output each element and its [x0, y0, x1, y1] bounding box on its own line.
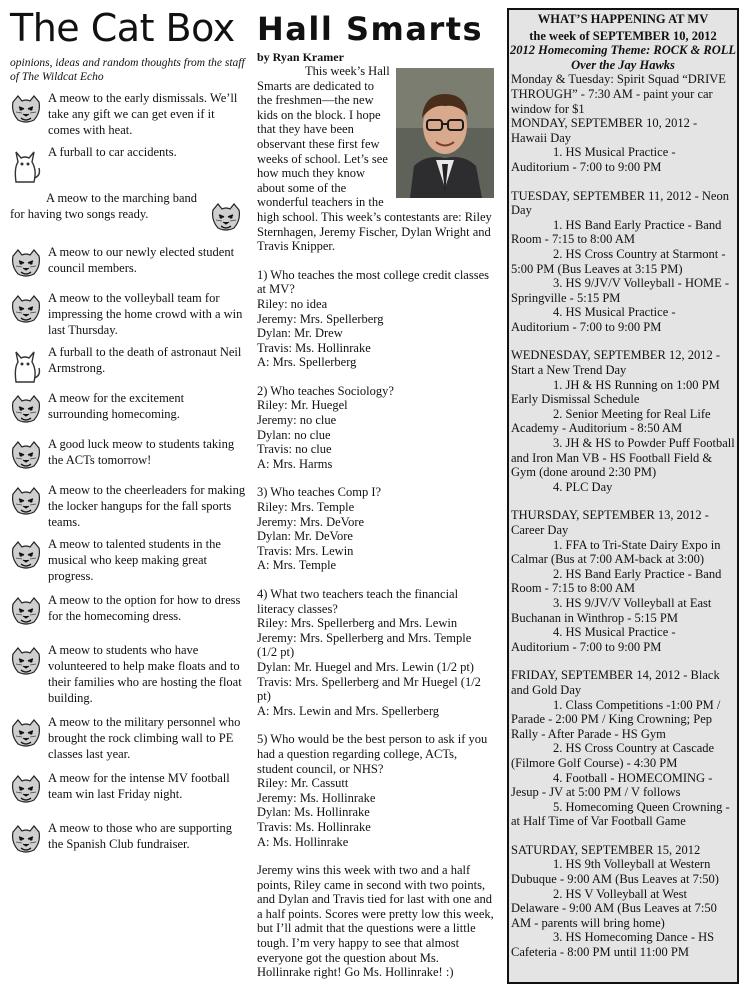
event-item: 1. JH & HS Running on 1:00 PM Early Dismissal Schedule: [511, 377, 720, 407]
answer-text: Travis: no clue: [257, 442, 332, 457]
cat-box-item: [10, 290, 246, 338]
cat-box-item-text: A meow for the intense MV football team win last Friday night.: [48, 771, 230, 801]
answer-text: Jeremy: no clue: [257, 413, 337, 428]
event-item: 4. HS Musical Practice - Auditorium - 7:00 to 9:00 PM: [511, 625, 676, 654]
event-item: 5. Homecoming Queen Crowning - at Half Time of Var Football Game: [511, 799, 730, 829]
portrait-image: [396, 68, 494, 198]
cat-box-item: [10, 820, 246, 860]
question-text: 1) Who teaches the most college credit classes at MV?: [257, 267, 489, 297]
cat-box-item: [10, 90, 246, 138]
day-block: [511, 116, 735, 174]
whats-happening-heading: WHAT’S HAPPENING AT MV: [537, 12, 709, 26]
wildcat-head-icon: [10, 440, 42, 470]
answer-text: Jeremy: Mrs. Spellerberg and Mrs. Temple (1/2 pt): [257, 630, 472, 660]
cat-box-item-text: A furball to the death of astronaut Neil Armstrong.: [48, 345, 242, 375]
event-item: 2. Senior Meeting for Real Life Academy - Auditorium - 8:50 AM: [511, 406, 711, 436]
cat-silhouette-icon: [10, 148, 42, 178]
answer-text: Riley: Mr. Cassutt: [257, 776, 349, 791]
answer-text: Jeremy: Mrs. DeVore: [257, 514, 365, 529]
answer-text: Travis: Mrs. Lewin: [257, 543, 354, 558]
answer-text: Riley: Mr. Huegel: [257, 398, 348, 413]
wildcat-head-icon: [10, 646, 42, 676]
day-title: MONDAY, SEPTEMBER 10, 2012 - Hawaii Day: [511, 116, 698, 145]
cat-box-item: [10, 144, 246, 184]
wildcat-head-icon: [10, 774, 42, 804]
author-photo: [396, 68, 494, 198]
cat-box-item: [10, 244, 246, 284]
day-title: TUESDAY, SEPTEMBER 11, 2012 - Neon Day: [511, 188, 729, 218]
wildcat-head-icon: [10, 248, 42, 278]
question-block: [257, 384, 494, 472]
cat-box-item: [10, 344, 246, 384]
hall-smarts-intro: This week’s Hall Smarts are dedicated to the freshmen—the new kids on the block. I hope that they have been observant these first few weeks of school. Let’s see how much they know about some of the wonderful teachers in the high school. This week’s contestants are: Riley Sternhagen, Jeremy Fischer, Dylan Wright and Travis Knipper.: [257, 64, 492, 254]
answer-text: A: Mrs. Harms: [257, 456, 333, 471]
cat-box-item-text: A meow to our newly elected student council members.: [48, 245, 235, 275]
cat-box-item: [10, 190, 246, 230]
wildcat-head-icon: [10, 394, 42, 424]
day-block: [511, 508, 735, 654]
question-text: 2) Who teaches Sociology?: [257, 383, 394, 398]
answer-text: A: Mrs. Spellerberg: [257, 355, 357, 370]
day-title: WEDNESDAY, SEPTEMBER 12, 2012 - Start a New Trend Day: [511, 348, 721, 378]
wildcat-head-icon: [10, 596, 42, 626]
wildcat-head-icon: [10, 294, 42, 324]
event-item: 2. HS Cross Country at Starmont - 5:00 PM (Bus Leaves at 3:15 PM): [511, 246, 726, 276]
cat-box-item: [10, 436, 246, 476]
event-item: 3. HS 9/JV/V Volleyball - HOME - Springville - 5:15 PM: [511, 276, 730, 305]
event-item: 4. PLC Day: [553, 479, 613, 494]
event-item: 1. HS Band Early Practice - Band Room - 7:15 to 8:00 AM: [511, 217, 722, 247]
answer-text: A: Mrs. Temple: [257, 558, 337, 573]
day-title: THURSDAY, SEPTEMBER 13, 2012 - Career Day: [511, 508, 709, 537]
day-block: [511, 189, 735, 335]
answer-text: Dylan: Mr. Huegel and Mrs. Lewin (1/2 pt): [257, 659, 474, 674]
question-block: [257, 732, 494, 849]
cat-box-item: [10, 714, 246, 762]
cat-box-item-text: A meow for the excitement surrounding homecoming.: [48, 391, 185, 421]
answer-text: Dylan: Ms. Hollinrake: [257, 805, 370, 820]
event-item: 4. HS Musical Practice - Auditorium - 7:00 to 9:00 PM: [511, 305, 676, 334]
cat-box-item-text: A good luck meow to students taking the ACTs tomorrow!: [48, 437, 235, 467]
event-item: 1. FFA to Tri-State Dairy Expo in Calmar (Bus at 7:00 AM-back at 3:00): [511, 537, 721, 567]
hall-smarts-body: [257, 64, 494, 980]
event-item: 3. HS Homecoming Dance - HS Cafeteria - 8:00 PM until 11:00 PM: [511, 930, 715, 960]
week-heading: the week of SEPTEMBER 10, 2012: [529, 28, 717, 43]
answer-text: Jeremy: Mrs. Spellerberg: [257, 311, 384, 326]
homecoming-theme: 2012 Homecoming Theme: ROCK & ROLL Over the Jay Hawks: [509, 43, 737, 72]
wildcat-head-icon: [10, 486, 42, 516]
day-title: FRIDAY, SEPTEMBER 14, 2012 - Black and Gold Day: [511, 668, 720, 697]
question-block: [257, 587, 494, 718]
cat-box-item-text: A meow to the military personnel who brought the rock climbing wall to PE classes last year.: [48, 715, 241, 761]
cat-box-item-text: A meow to the volleyball team for impressing the home crowd with a win last Thursday.: [48, 291, 243, 337]
wildcat-head-icon: [10, 718, 42, 748]
cat-box-item-text: A furball to car accidents.: [48, 145, 177, 159]
answer-text: Travis: Ms. Hollinrake: [257, 340, 371, 355]
answer-text: Dylan: Mr. DeVore: [257, 529, 353, 544]
cat-box-item: [10, 390, 246, 430]
cat-box-item-text: A meow to the cheerleaders for making the locker hangups for the fall sports teams.: [48, 483, 246, 529]
cat-box-item: [10, 642, 246, 706]
cat-box-item-text: A meow to the marching band for having two songs ready.: [10, 191, 198, 221]
answer-text: Travis: Ms. Hollinrake: [257, 819, 371, 834]
cat-box-list: [10, 90, 246, 860]
day-block: [511, 72, 735, 116]
day-block: [511, 348, 735, 494]
cat-box-tagline: opinions, ideas and random thoughts from the staff of The Wildcat Echo: [10, 57, 245, 83]
cat-silhouette-icon: [10, 348, 42, 378]
answer-text: A: Mrs. Lewin and Mrs. Spellerberg: [257, 703, 440, 718]
question-text: 3) Who teaches Comp I?: [257, 485, 382, 500]
cat-box-item-text: A meow to those who are supporting the Spanish Club fundraiser.: [48, 821, 233, 851]
answer-text: Dylan: Mr. Drew: [257, 326, 343, 341]
event-item: 2. HS Cross Country at Cascade (Filmore Golf Course) - 4:30 PM: [511, 741, 715, 770]
wildcat-head-icon: [10, 94, 42, 124]
event-item: 1. Class Competitions -1:00 PM / Parade - 2:00 PM / King Crowning; Pep Rally - After Parade - HS Gym: [511, 697, 721, 741]
event-item: 2. HS V Volleyball at West Delaware - 9:00 AM (Bus Leaves at 7:50 AM - parents will bring home): [511, 886, 717, 930]
cat-box-item: [10, 536, 246, 584]
schedule-list: [509, 72, 737, 959]
answer-text: Riley: no idea: [257, 296, 328, 311]
hall-smarts-column: [257, 0, 494, 980]
event-item: 4. Football - HOMECOMING - Jesup - JV at 5:00 PM / V follows: [511, 770, 713, 800]
event-item: 1. HS 9th Volleyball at Western Dubuque - 9:00 AM (Bus Leaves at 7:50): [511, 857, 719, 887]
question-list: [257, 268, 494, 849]
cat-box-item-text: A meow to the option for how to dress for the homecoming dress.: [48, 593, 241, 623]
cat-box-item-text: A meow to talented students in the musical who keep making great progress.: [48, 537, 221, 583]
day-block: [511, 668, 735, 829]
wildcat-head-icon: [10, 824, 42, 854]
day-block: [511, 843, 735, 960]
question-text: 5) Who would be the best person to ask if you had a question regarding college, ACTs, student council, or NHS?: [257, 732, 488, 776]
cat-box-item-text: A meow to students who have volunteered to help make floats and to their families who are hosting the float building.: [48, 643, 242, 705]
cat-box-item-text: A meow to the early dismissals. We’ll take any gift we can get even if it comes with heat.: [48, 91, 238, 137]
question-block: [257, 268, 494, 370]
event-item: 3. HS 9/JV/V Volleyball at East Buchanan in Winthrop - 5:15 PM: [511, 595, 712, 625]
event-item: 3. JH & HS to Powder Puff Football and Iron Man VB - HS Football Field & Gym (done around 2:30 PM): [511, 436, 735, 480]
cat-box-title: The Cat Box: [10, 6, 235, 50]
cat-box-column: [10, 0, 246, 868]
wildcat-head-icon: [10, 540, 42, 570]
byline: by Ryan Kramer: [257, 50, 344, 64]
day-title: SATURDAY, SEPTEMBER 15, 2012: [511, 842, 701, 857]
cat-box-item: [10, 592, 246, 632]
day-title: Monday & Tuesday: Spirit Squad “DRIVE THROUGH” - 7:30 AM - paint your car window for $1: [511, 72, 726, 116]
answer-text: Jeremy: Ms. Hollinrake: [257, 790, 376, 805]
whats-happening-box: [507, 8, 739, 984]
question-text: 4) What two teachers teach the financial literacy classes?: [257, 587, 459, 616]
answer-text: Riley: Mrs. Temple: [257, 500, 355, 515]
cat-box-item: [10, 770, 246, 810]
hall-smarts-title: Hall Smarts: [257, 10, 484, 48]
answer-text: Riley: Mrs. Spellerberg and Mrs. Lewin: [257, 616, 458, 631]
answer-text: Dylan: no clue: [257, 427, 331, 442]
answer-text: Travis: Mrs. Spellerberg and Mr Huegel (1/2 pt): [257, 674, 481, 704]
cat-box-item: [10, 482, 246, 530]
hall-smarts-closing: Jeremy wins this week with two and a half points, Riley came in second with two points, and Dylan and Travis tied for last with one and a half points. Scores were pretty low this week, but I’ll admit that the questions were a little tough. I’m very happy to see that almost everyone got the question about Ms. Hollinrake right! Go Ms. Hollinrake! :): [257, 863, 494, 980]
event-item: 1. HS Musical Practice - Auditorium - 7:00 to 9:00 PM: [511, 145, 676, 174]
event-item: 2. HS Band Early Practice - Band Room - 7:15 to 8:00 AM: [511, 566, 722, 596]
wildcat-head-icon: [210, 202, 242, 232]
answer-text: A: Ms. Hollinrake: [257, 834, 349, 849]
question-block: [257, 485, 494, 573]
